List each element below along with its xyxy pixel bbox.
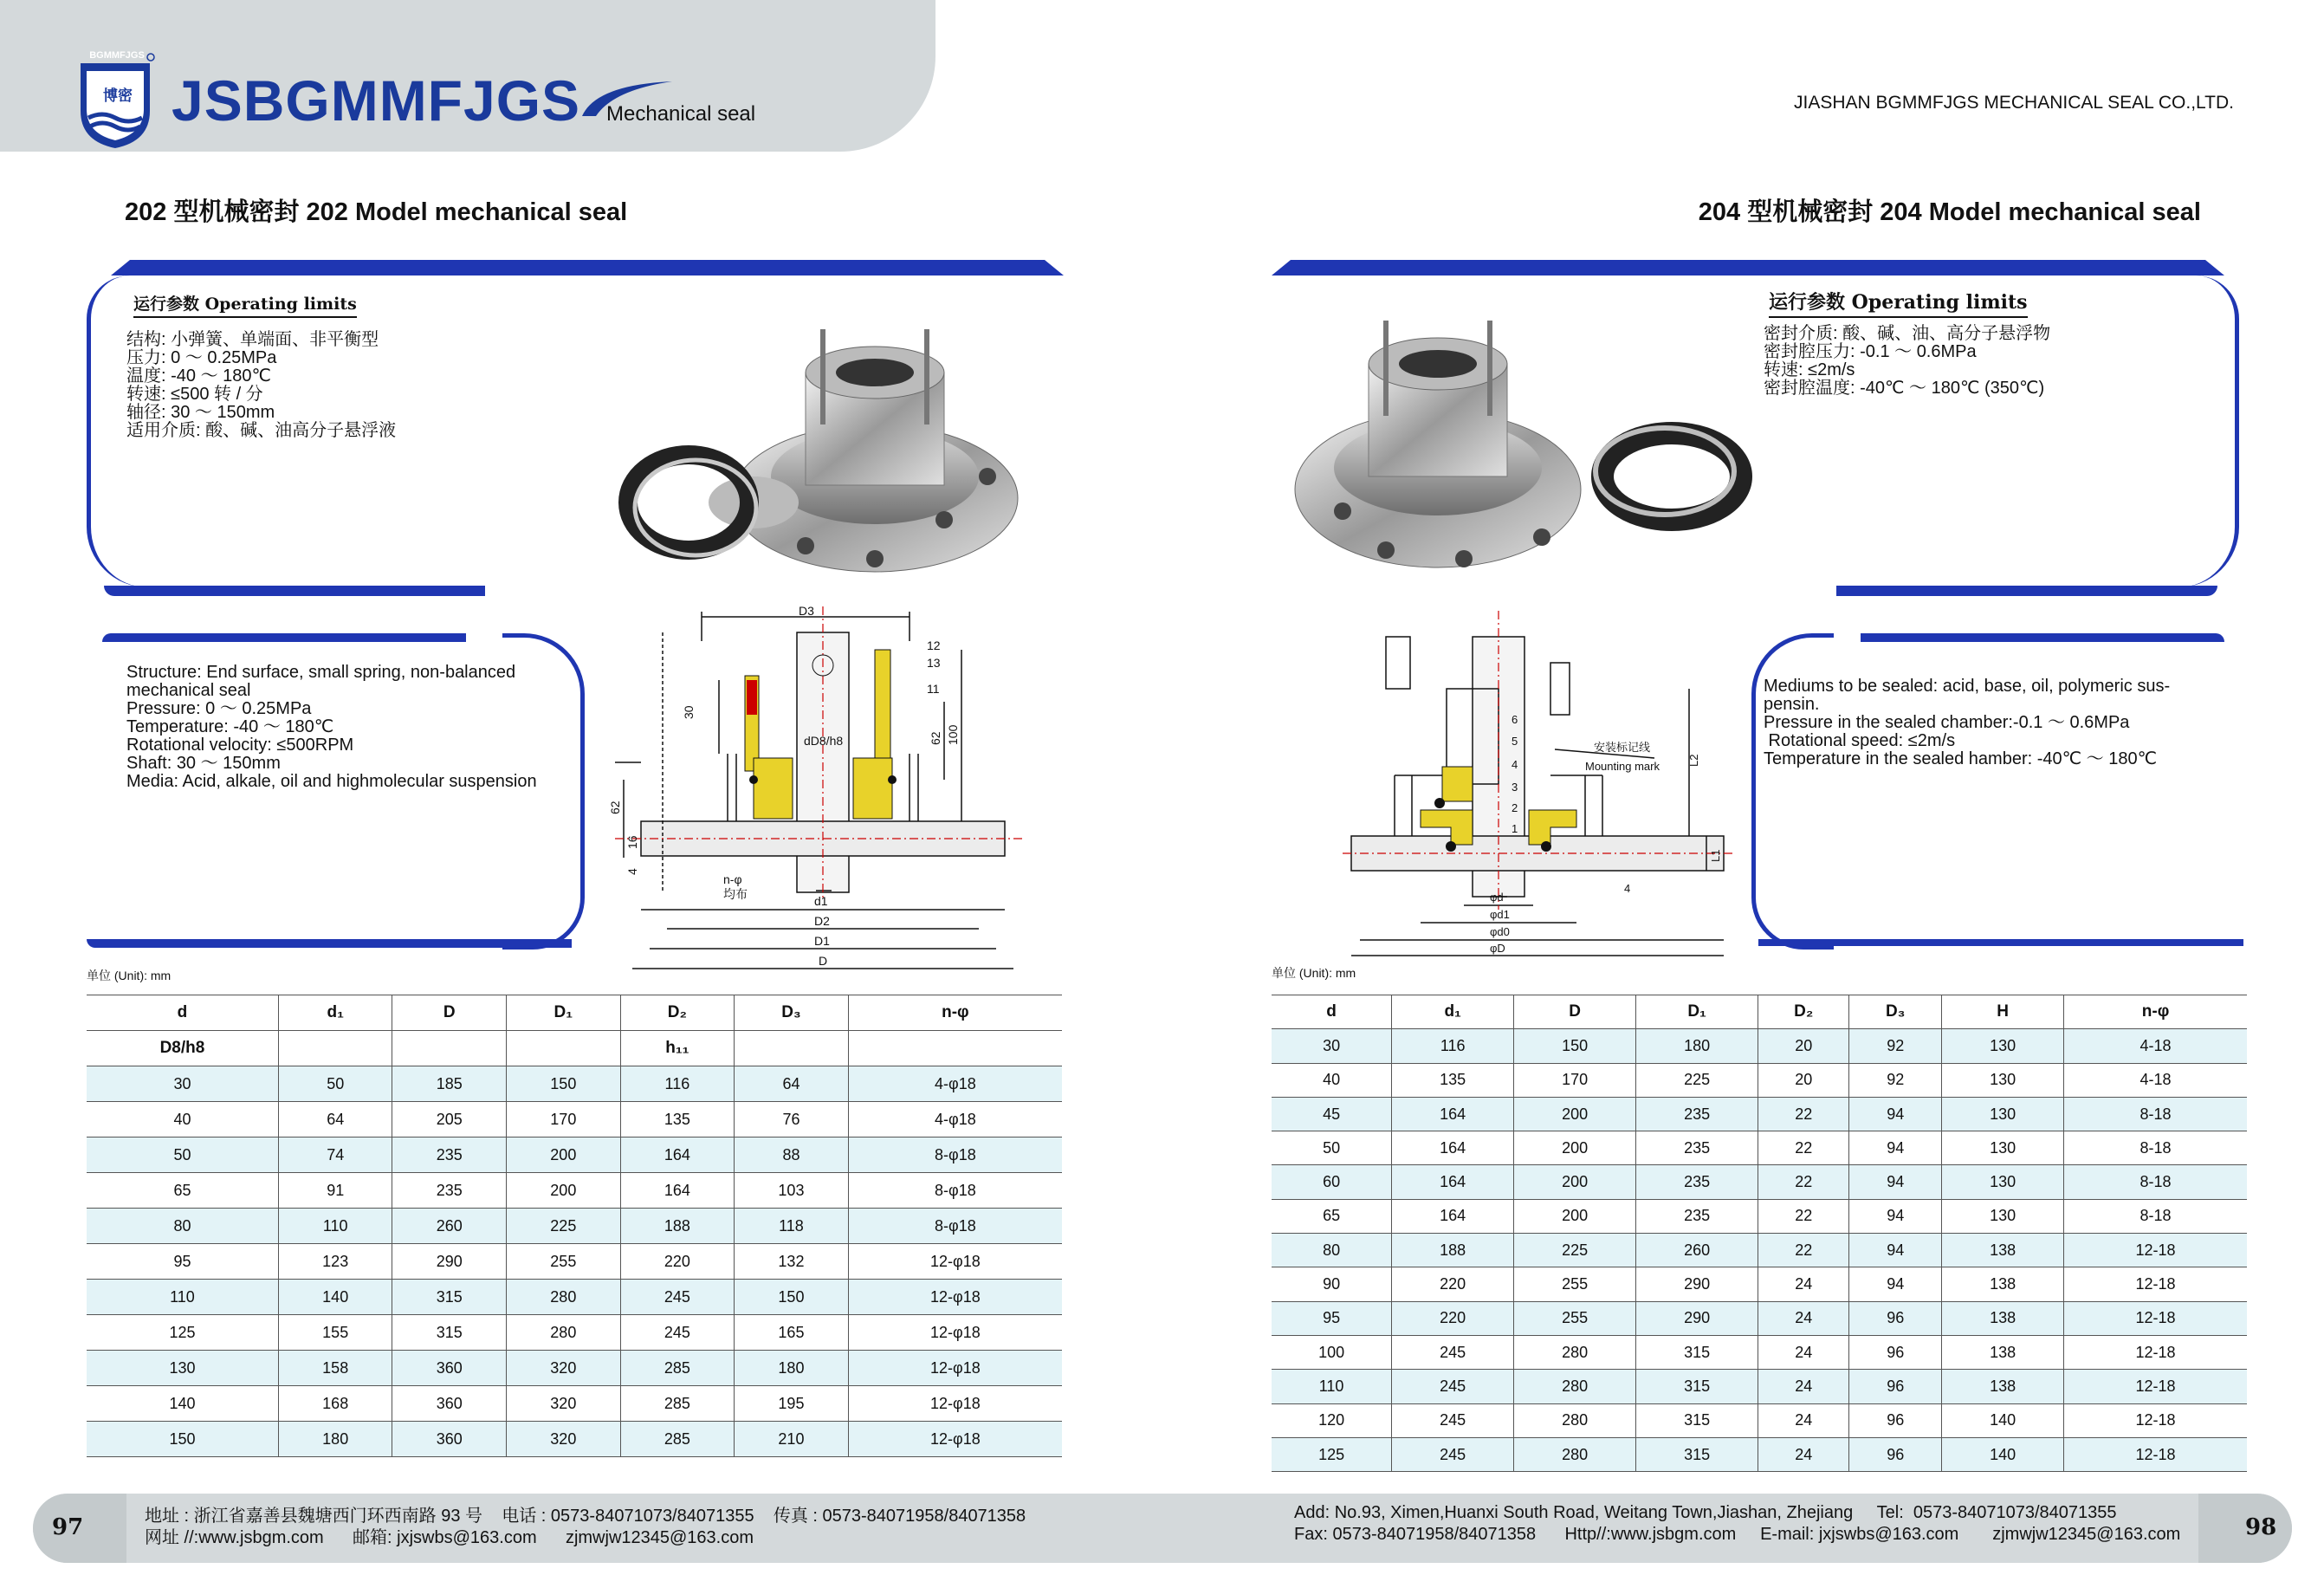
table-cell: 235 [1636, 1199, 1758, 1233]
right-top-bar [1272, 260, 2224, 275]
table-cell: 22 [1758, 1234, 1849, 1267]
table-cell: 280 [1514, 1370, 1636, 1403]
table-cell: 200 [1514, 1097, 1636, 1131]
table-cell: 8-18 [2064, 1165, 2247, 1199]
page-number-right: 98 [2245, 1514, 2277, 1540]
table-cell: 125 [87, 1315, 278, 1351]
part-6: 6 [1512, 713, 1518, 726]
col-H: H [1942, 995, 2064, 1029]
table-cell: 210 [735, 1422, 849, 1457]
dim-D1: D1 [814, 934, 830, 948]
table-cell: 130 [1942, 1029, 2064, 1063]
left-en-top-bar [102, 633, 466, 642]
table-cell: 180 [1636, 1029, 1758, 1063]
table-row [87, 1102, 1062, 1138]
table-cell: 140 [87, 1386, 278, 1422]
right-unit-label: 单位 (Unit): mm [1272, 966, 1356, 980]
table-cell: 22 [1758, 1097, 1849, 1131]
table-cell: 130 [87, 1351, 278, 1386]
table-cell: 8-φ18 [848, 1209, 1062, 1244]
table-cell: 320 [507, 1422, 621, 1457]
table-cell: 138 [1942, 1335, 2064, 1369]
table-cell: 168 [278, 1386, 392, 1422]
table-cell: 255 [1514, 1301, 1636, 1335]
table-cell: 225 [1514, 1234, 1636, 1267]
page-number-left: 97 [52, 1514, 84, 1540]
right-table-body [1272, 1029, 2247, 1472]
table-cell: 135 [1392, 1063, 1514, 1097]
table-cell: 280 [507, 1280, 621, 1315]
table-cell: 155 [278, 1315, 392, 1351]
table-cell: 110 [87, 1280, 278, 1315]
table-cell: 22 [1758, 1165, 1849, 1199]
right-en-bottom-bar [1758, 939, 2243, 946]
table-cell: 116 [1392, 1029, 1514, 1063]
table-cell: 130 [1942, 1199, 2064, 1233]
table-cell: 24 [1758, 1370, 1849, 1403]
part-2: 2 [1512, 801, 1518, 814]
table-cell: 280 [1514, 1335, 1636, 1369]
table-cell: 315 [392, 1280, 507, 1315]
badge-text: BGMMFJGS [89, 50, 145, 61]
table-cell: 40 [1272, 1063, 1392, 1097]
table-cell: 164 [1392, 1165, 1514, 1199]
table-cell: 12-φ18 [848, 1244, 1062, 1280]
table-cell: 130 [1942, 1097, 2064, 1131]
table-cell: 225 [507, 1209, 621, 1244]
left-dimensions-table [87, 995, 1062, 1457]
table-cell: 116 [620, 1066, 735, 1102]
col-d: d [1272, 995, 1392, 1029]
table-cell: 235 [1636, 1097, 1758, 1131]
badge-glyph: 博密 [103, 88, 133, 104]
table-cell: 245 [1392, 1437, 1514, 1471]
table-row [87, 1173, 1062, 1209]
table-row [1272, 1165, 2247, 1199]
table-cell: 220 [1392, 1267, 1514, 1301]
col-D: D [392, 995, 507, 1031]
table-cell: 96 [1849, 1437, 1942, 1471]
col-n-phi: n-φ [2064, 995, 2247, 1029]
table-cell: 164 [1392, 1199, 1514, 1233]
table-cell: 205 [392, 1102, 507, 1138]
part-5: 5 [1512, 735, 1518, 748]
table-cell: 4-18 [2064, 1029, 2247, 1063]
table-cell: 96 [1849, 1301, 1942, 1335]
dim-n-phi: n-φ [723, 872, 742, 886]
table-row [1272, 1199, 2247, 1233]
table-cell: 24 [1758, 1403, 1849, 1437]
footer-contact-en: Add: No.93, Ximen,Huanxi South Road, Weitang Town,Jiashan, Zhejiang Tel: 0573-84071073/84071355 Fax: 0573-84071958/84071358 Http//:www.jsbgm.com E-mail: jxjswbs@163.com zjmwjw12345@163.com [1294, 1503, 2181, 1544]
table-cell: 110 [278, 1209, 392, 1244]
table-cell: 95 [87, 1244, 278, 1280]
table-cell: 164 [1392, 1097, 1514, 1131]
table-cell: 130 [1942, 1165, 2064, 1199]
table-cell: 280 [1514, 1437, 1636, 1471]
table-cell: 90 [1272, 1267, 1392, 1301]
table-cell: 12-φ18 [848, 1422, 1062, 1457]
table-cell: 245 [1392, 1403, 1514, 1437]
table-cell: 8-18 [2064, 1131, 2247, 1165]
table-cell: 188 [620, 1209, 735, 1244]
table-row [1272, 1131, 2247, 1165]
table-cell: 164 [1392, 1131, 1514, 1165]
brand-tagline: Mechanical seal [606, 102, 756, 126]
table-cell: 245 [620, 1280, 735, 1315]
table-cell: 150 [507, 1066, 621, 1102]
subhdr-D1 [507, 1031, 621, 1066]
left-cn-specs: 结构: 小弹簧、单端面、非平衡型 压力: 0 ～ 0.25MPa 温度: -40 ～ 180℃ 转速: ≤500 转 / 分 轴径: 30 ～ 150mm 适用介质: 酸、碱、油高分子悬浮液 [126, 330, 397, 440]
dim-4: 4 [1624, 882, 1631, 895]
table-cell: 12-φ18 [848, 1351, 1062, 1386]
table-cell: 4-φ18 [848, 1102, 1062, 1138]
footer-contact-cn: 地址 : 浙江省嘉善县魏塘西门环西南路 93 号 电话 : 0573-84071073/84071355 传真 : 0573-84071958/84071358 网址 //:www.jsbgm.com 邮箱: jxjswbs@163.com zjmwjw12345@163.com [145, 1507, 1026, 1547]
table-cell: 92 [1849, 1029, 1942, 1063]
table-cell: 140 [278, 1280, 392, 1315]
seal-202-drawing [608, 604, 1022, 970]
table-row [87, 1209, 1062, 1244]
table-cell: 255 [507, 1244, 621, 1280]
table-cell: 12-18 [2064, 1437, 2247, 1471]
right-section-title: 204 型机械密封 204 Model mechanical seal [1698, 198, 2201, 226]
subhdr-d: D8/h8 [87, 1031, 278, 1066]
table-cell: 92 [1849, 1063, 1942, 1097]
dim-phi-d1: φd1 [1490, 908, 1510, 921]
col-D3: D₃ [1849, 995, 1942, 1029]
left-table-body [87, 1066, 1062, 1457]
table-cell: 138 [1942, 1301, 2064, 1335]
table-cell: 285 [620, 1422, 735, 1457]
dim-D: D [819, 954, 828, 968]
dim-dD8h8: dD8/h8 [804, 734, 844, 748]
table-cell: 95 [1272, 1301, 1392, 1335]
table-cell: 200 [1514, 1165, 1636, 1199]
table-cell: 24 [1758, 1335, 1849, 1369]
table-row [1272, 1234, 2247, 1267]
col-D1: D₁ [507, 995, 621, 1031]
dim-junbu: 均布 [723, 887, 748, 901]
table-row [87, 1280, 1062, 1315]
table-cell: 12-18 [2064, 1267, 2247, 1301]
subhdr-n-phi [848, 1031, 1062, 1066]
table-cell: 22 [1758, 1131, 1849, 1165]
table-cell: 64 [278, 1102, 392, 1138]
table-cell: 180 [278, 1422, 392, 1457]
table-cell: 88 [735, 1138, 849, 1173]
table-cell: 188 [1392, 1234, 1514, 1267]
table-cell: 235 [1636, 1131, 1758, 1165]
mark-en: Mounting mark [1585, 760, 1660, 773]
table-cell: 20 [1758, 1063, 1849, 1097]
table-cell: 315 [1636, 1370, 1758, 1403]
table-cell: 180 [735, 1351, 849, 1386]
company-name: JIASHAN BGMMFJGS MECHANICAL SEAL CO.,LTD. [1794, 93, 2234, 113]
left-unit-label: 单位 (Unit): mm [87, 969, 172, 982]
table-cell: 91 [278, 1173, 392, 1209]
table-row [1272, 1370, 2247, 1403]
col-D1: D₁ [1636, 995, 1758, 1029]
table-cell: 150 [735, 1280, 849, 1315]
table-cell: 103 [735, 1173, 849, 1209]
table-cell: 135 [620, 1102, 735, 1138]
left-limits-bottom-bar [104, 586, 485, 596]
table-cell: 150 [1514, 1029, 1636, 1063]
table-row [87, 1315, 1062, 1351]
table-cell: 164 [620, 1138, 735, 1173]
table-cell: 40 [87, 1102, 278, 1138]
table-cell: 76 [735, 1102, 849, 1138]
table-row [1272, 1403, 2247, 1437]
table-cell: 24 [1758, 1301, 1849, 1335]
table-cell: 285 [620, 1351, 735, 1386]
table-cell: 138 [1942, 1370, 2064, 1403]
table-cell: 290 [1636, 1301, 1758, 1335]
table-cell: 158 [278, 1351, 392, 1386]
table-cell: 130 [1942, 1063, 2064, 1097]
table-cell: 260 [1636, 1234, 1758, 1267]
table-cell: 12-φ18 [848, 1280, 1062, 1315]
table-cell: 94 [1849, 1267, 1942, 1301]
table-cell: 30 [1272, 1029, 1392, 1063]
table-cell: 200 [507, 1173, 621, 1209]
table-row [87, 1386, 1062, 1422]
subhdr-D2: h₁₁ [620, 1031, 735, 1066]
table-row [1272, 1335, 2247, 1369]
dim-phi-d0: φd0 [1490, 925, 1510, 938]
table-cell: 200 [1514, 1131, 1636, 1165]
table-cell: 20 [1758, 1029, 1849, 1063]
table-cell: 315 [1636, 1335, 1758, 1369]
table-cell: 60 [1272, 1165, 1392, 1199]
table-cell: 255 [1514, 1267, 1636, 1301]
table-row [87, 1351, 1062, 1386]
table-cell: 138 [1942, 1267, 2064, 1301]
table-cell: 94 [1849, 1165, 1942, 1199]
table-cell: 280 [507, 1315, 621, 1351]
seal-204-photo [1291, 303, 1758, 580]
table-cell: 125 [1272, 1437, 1392, 1471]
dim-d1: d1 [814, 894, 828, 908]
dim-L1: L1 [1709, 849, 1722, 862]
table-cell: 164 [620, 1173, 735, 1209]
col-D3: D₃ [735, 995, 849, 1031]
table-cell: 24 [1758, 1437, 1849, 1471]
table-cell: 150 [87, 1422, 278, 1457]
table-cell: 120 [1272, 1403, 1392, 1437]
table-cell: 12-18 [2064, 1403, 2247, 1437]
table-cell: 220 [620, 1244, 735, 1280]
table-cell: 195 [735, 1386, 849, 1422]
table-cell: 245 [620, 1315, 735, 1351]
table-cell: 320 [507, 1386, 621, 1422]
table-cell: 285 [620, 1386, 735, 1422]
table-row [87, 1422, 1062, 1457]
table-cell: 22 [1758, 1199, 1849, 1233]
table-cell: 140 [1942, 1403, 2064, 1437]
table-cell: 64 [735, 1066, 849, 1102]
table-cell: 235 [392, 1138, 507, 1173]
table-cell: 245 [1392, 1335, 1514, 1369]
table-row [87, 1244, 1062, 1280]
table-cell: 130 [1942, 1131, 2064, 1165]
table-cell: 30 [87, 1066, 278, 1102]
col-D2: D₂ [620, 995, 735, 1031]
table-cell: 235 [392, 1173, 507, 1209]
table-cell: 80 [87, 1209, 278, 1244]
mark-cn: 安装标记线 [1594, 741, 1651, 754]
table-cell: 360 [392, 1386, 507, 1422]
table-cell: 8-18 [2064, 1097, 2247, 1131]
table-cell: 12-18 [2064, 1301, 2247, 1335]
subhdr-D3 [735, 1031, 849, 1066]
table-cell: 118 [735, 1209, 849, 1244]
table-cell: 94 [1849, 1097, 1942, 1131]
left-en-bottom-bar [87, 939, 572, 948]
part-1: 1 [1512, 822, 1518, 835]
seal-204-drawing [1343, 611, 1732, 957]
table-row [1272, 1301, 2247, 1335]
table-cell: 165 [735, 1315, 849, 1351]
table-cell: 94 [1849, 1199, 1942, 1233]
table-cell: 315 [392, 1315, 507, 1351]
right-en-top-bar [1861, 633, 2224, 642]
subhdr-d1 [278, 1031, 392, 1066]
dim-62-b: 62 [608, 800, 622, 814]
table-cell: 320 [507, 1351, 621, 1386]
right-limits-frame [1750, 275, 2239, 587]
table-row [1272, 1097, 2247, 1131]
dim-phi-d: φd [1490, 891, 1504, 904]
table-cell: 4-18 [2064, 1063, 2247, 1097]
table-cell: 100 [1272, 1335, 1392, 1369]
table-cell: 200 [1514, 1199, 1636, 1233]
table-cell: 225 [1636, 1063, 1758, 1097]
table-cell: 290 [1636, 1267, 1758, 1301]
table-cell: 8-φ18 [848, 1173, 1062, 1209]
table-cell: 96 [1849, 1370, 1942, 1403]
table-cell: 170 [507, 1102, 621, 1138]
table-cell: 280 [1514, 1403, 1636, 1437]
col-D2: D₂ [1758, 995, 1849, 1029]
dim-4: 4 [625, 868, 639, 875]
table-row [1272, 1063, 2247, 1097]
dim-L2: L2 [1687, 754, 1700, 767]
right-limits-bottom-bar [1836, 586, 2217, 596]
dim-100: 100 [946, 724, 960, 745]
table-cell: 360 [392, 1351, 507, 1386]
table-cell: 170 [1514, 1063, 1636, 1097]
dim-16: 16 [625, 835, 639, 849]
dim-62-a: 62 [929, 731, 942, 745]
table-cell: 200 [507, 1138, 621, 1173]
subhdr-D [392, 1031, 507, 1066]
right-en-specs: Mediums to be sealed: acid, base, oil, polymeric sus- pensin. Pressure in the sealed chamber:-0.1 ～ 0.6MPa Rotational speed: ≤2m/s Temperature in the sealed hamber: -40℃ ～ 180℃ [1764, 677, 2171, 768]
left-top-bar [111, 260, 1064, 275]
table-cell: 220 [1392, 1301, 1514, 1335]
table-cell: 4-φ18 [848, 1066, 1062, 1102]
dim-30: 30 [682, 705, 696, 719]
dim-D3: D3 [799, 604, 814, 618]
table-cell: 290 [392, 1244, 507, 1280]
col-d: d [87, 995, 278, 1031]
table-row [1272, 1267, 2247, 1301]
table-cell: 140 [1942, 1437, 2064, 1471]
table-cell: 8-φ18 [848, 1138, 1062, 1173]
table-cell: 132 [735, 1244, 849, 1280]
col-d1: d₁ [1392, 995, 1514, 1029]
table-cell: 260 [392, 1209, 507, 1244]
brand-name: JSBGMMFJGS [172, 68, 581, 133]
table-row [1272, 1437, 2247, 1471]
right-dimensions-table [1272, 995, 2247, 1472]
dim-12: 12 [927, 638, 941, 652]
table-row [87, 1138, 1062, 1173]
table-cell: 315 [1636, 1437, 1758, 1471]
table-row [1272, 1029, 2247, 1063]
table-cell: 245 [1392, 1370, 1514, 1403]
table-cell: 12-18 [2064, 1234, 2247, 1267]
table-cell: 80 [1272, 1234, 1392, 1267]
table-cell: 235 [1636, 1165, 1758, 1199]
part-3: 3 [1512, 781, 1518, 794]
left-section-title: 202 型机械密封 202 Model mechanical seal [125, 198, 628, 226]
table-cell: 65 [1272, 1199, 1392, 1233]
col-d1: d₁ [278, 995, 392, 1031]
right-operating-limits-title: 运行参数 Operating limits [1769, 288, 2028, 318]
table-cell: 138 [1942, 1234, 2064, 1267]
table-cell: 50 [87, 1138, 278, 1173]
table-cell: 24 [1758, 1267, 1849, 1301]
table-cell: 74 [278, 1138, 392, 1173]
dim-11: 11 [927, 682, 940, 696]
table-cell: 185 [392, 1066, 507, 1102]
table-cell: 65 [87, 1173, 278, 1209]
table-cell: 12-18 [2064, 1370, 2247, 1403]
part-4: 4 [1512, 758, 1518, 771]
dim-13: 13 [927, 656, 941, 670]
left-en-specs: Structure: End surface, small spring, non-balanced mechanical seal Pressure: 0 ～ 0.25MPa Temperature: -40 ～ 180℃ Rotational velocity: ≤500RPM Shaft: 30 ～ 150mm Media: Acid, alkale, oil and highmolecular suspension [126, 663, 537, 791]
table-cell: 94 [1849, 1234, 1942, 1267]
table-cell: 45 [1272, 1097, 1392, 1131]
dim-D2: D2 [814, 914, 830, 928]
table-cell: 12-18 [2064, 1335, 2247, 1369]
table-cell: 360 [392, 1422, 507, 1457]
dim-phi-D: φD [1490, 942, 1505, 955]
right-cn-specs: 密封介质: 酸、碱、油、高分子悬浮物 密封腔压力: -0.1 ～ 0.6MPa 转速: ≤2m/s 密封腔温度: -40℃ ～ 180℃ (350℃) [1764, 324, 2051, 398]
table-cell: 96 [1849, 1335, 1942, 1369]
table-row [87, 1066, 1062, 1102]
left-operating-limits-title: 运行参数 Operating limits [133, 291, 357, 318]
table-cell: 50 [1272, 1131, 1392, 1165]
table-cell: 315 [1636, 1403, 1758, 1437]
table-cell: 8-18 [2064, 1199, 2247, 1233]
table-cell: 110 [1272, 1370, 1392, 1403]
table-cell: 12-φ18 [848, 1315, 1062, 1351]
col-D: D [1514, 995, 1636, 1029]
seal-202-photo [615, 303, 1022, 580]
table-cell: 96 [1849, 1403, 1942, 1437]
table-cell: 50 [278, 1066, 392, 1102]
table-cell: 94 [1849, 1131, 1942, 1165]
table-cell: 123 [278, 1244, 392, 1280]
col-n-phi: n-φ [848, 995, 1062, 1031]
table-cell: 12-φ18 [848, 1386, 1062, 1422]
